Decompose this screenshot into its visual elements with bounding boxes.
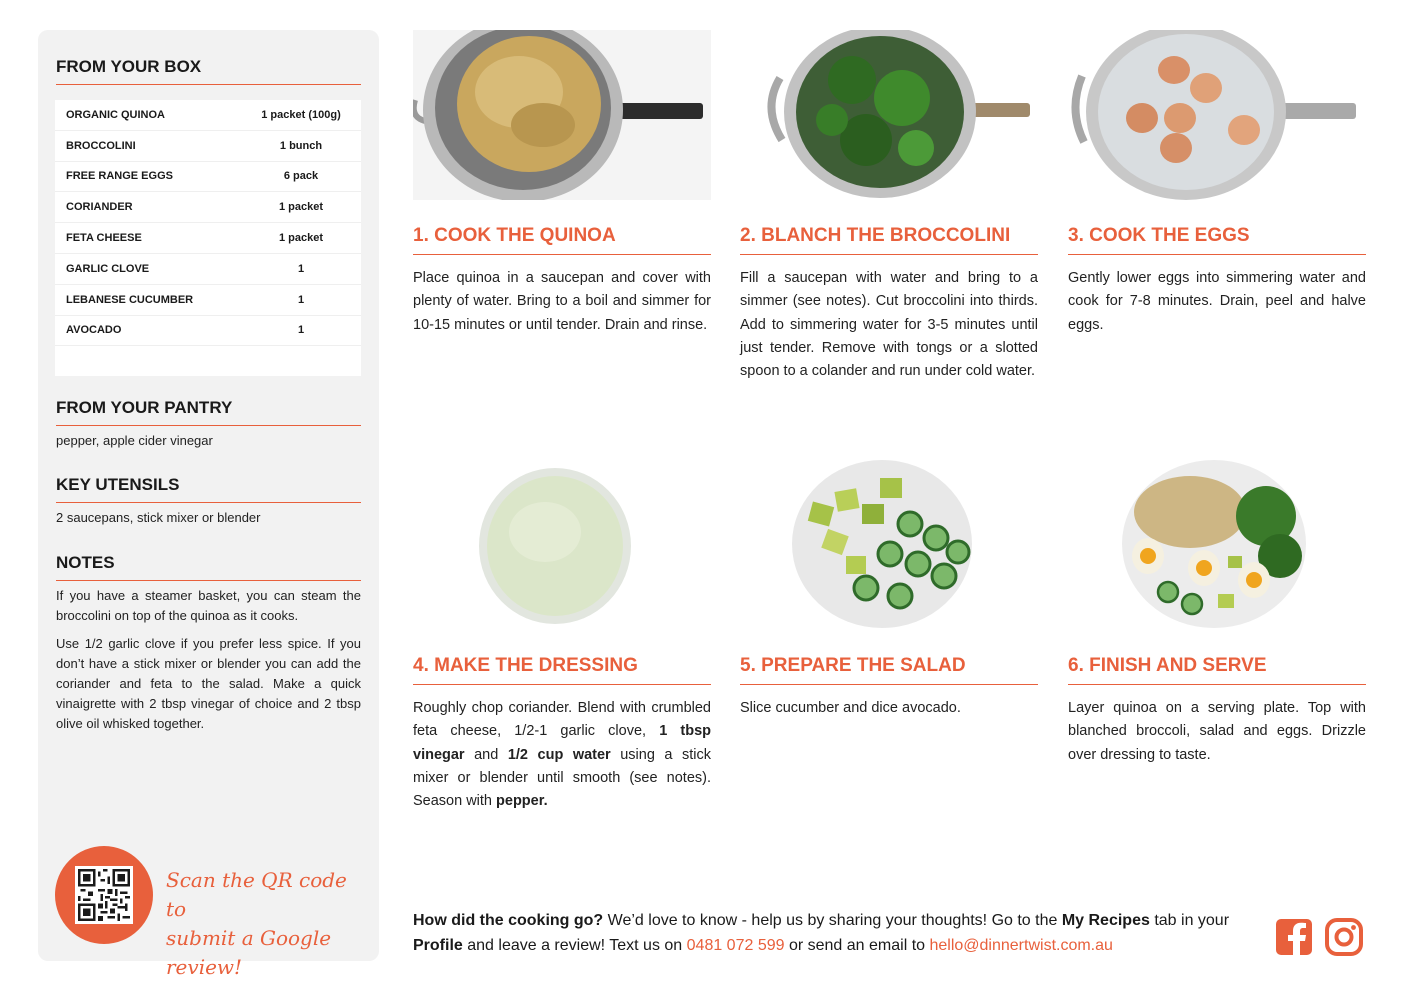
utensils-text: 2 saucepans, stick mixer or blender [56,510,261,525]
step-text: Place quinoa in a saucepan and cover with plenty of water. Bring to a boil and simmer for 10-15 minutes or until tender. Drain and rinse. [413,270,711,333]
ingredient-name: AVOCADO [66,324,122,337]
qr-caption-line: submit a Google review! [166,926,332,979]
ingredient-qty: 1 [297,262,305,275]
step-text: Slice cucumber and dice avocado. [740,700,961,716]
ingredient-name: ORGANIC QUINOA [66,108,165,121]
footer-text: or send an email to [784,937,930,954]
ingredient-name: FREE RANGE EGGS [66,170,173,183]
table-row [55,316,361,347]
table-row [55,100,361,131]
ingredient-name: LEBANESE CUCUMBER [66,293,194,306]
review-footer [413,908,1263,958]
finished-dish-image [1068,460,1366,630]
step-title: 3. COOK THE EGGS [1068,225,1366,255]
box-title: FROM YOUR BOX [56,57,361,85]
ingredients-sidebar [38,30,379,979]
ingredient-name: GARLIC CLOVE [66,262,150,275]
phone-link[interactable]: 0481 072 599 [686,937,785,954]
qr-badge [55,846,153,944]
step-text: Layer quinoa on a serving plate. Top with blanched broccoli, salad and eggs. Drizzle over dressing to taste. [1068,700,1366,763]
salad-plate-image [740,460,1038,630]
step-text: Gently lower eggs into simmering water and cook for 7-8 minutes. Drain, peel and halve eggs. [1068,270,1366,333]
facebook-icon[interactable] [1275,918,1313,956]
eggs-pot-image [1068,30,1366,200]
broccolini-pot-image [740,30,1038,200]
step-title: 4. MAKE THE DRESSING [413,655,711,685]
email-link[interactable]: hello@dinnertwist.com.au [929,937,1113,954]
qr-caption-line: Scan the QR code to [166,868,347,921]
note-paragraph: If you have a steamer basket, you can steam the broccolini on top of the quinoa as it cooks. [56,588,361,623]
footer-text: We’d love to know - help us by sharing your thoughts! Go to the [603,912,1062,929]
table-row [55,285,361,316]
ingredient-name: CORIANDER [66,201,133,214]
step-text-part: and [464,746,508,763]
qr-caption [166,866,366,982]
step-text-part: using a stick mixer or blender until smooth (see notes). Season with [413,746,711,810]
step-text-bold: pepper. [496,793,548,810]
step-text-bold: 1 tbsp vinegar [413,723,711,763]
ingredient-name: BROCCOLINI [66,139,136,152]
my-recipes-label: My Recipes [1061,912,1150,929]
pantry-text: pepper, apple cider vinegar [56,433,213,448]
qr-code-icon[interactable] [75,866,133,924]
table-row [55,254,361,285]
step-title: 6. FINISH AND SERVE [1068,655,1366,685]
step-text-bold: 1/2 cup water [507,746,611,763]
dressing-bowl-image [413,460,711,630]
step-text [413,697,711,813]
notes-text [56,586,361,742]
step-title: 1. COOK THE QUINOA [413,225,711,255]
ingredient-qty: 1 packet [278,232,324,245]
profile-label: Profile [413,937,463,954]
step-text-part: Roughly chop coriander. Blend with crumbled feta cheese, 1/2-1 garlic clove, [413,700,711,740]
table-row [55,192,361,223]
step-title: 2. BLANCH THE BROCCOLINI [740,225,1038,255]
ingredient-qty: 1 packet [278,201,324,214]
step-text: Fill a saucepan with water and bring to a simmer (see notes). Cut broccolini into thirds. Add to simmering water for 3-5 minutes until just tender. Remove with tongs or a slotted spoon to a colander and run under cold water. [740,270,1038,380]
footer-text: tab in your [1149,912,1230,929]
ingredient-qty: 1 packet (100g) [261,108,341,121]
footer-text: and leave a review! Text us on [462,937,687,954]
ingredient-qty: 1 bunch [279,139,323,152]
instagram-icon[interactable] [1325,918,1363,956]
table-row [55,131,361,162]
ingredient-name: FETA CHEESE [66,232,142,245]
note-paragraph: Use 1/2 garlic clove if you prefer less spice. If you don’t have a stick mixer or blender you can add the coriander and feta to the salad. Make a quick vinaigrette with 2 tbsp vinegar of choice and 2 tbsp olive oil whisked together. [56,636,361,731]
pantry-title: FROM YOUR PANTRY [56,398,361,426]
ingredient-qty: 1 [297,293,305,306]
step-title: 5. PREPARE THE SALAD [740,655,1038,685]
footer-question: How did the cooking go? [413,912,604,929]
ingredient-qty: 6 pack [283,170,319,183]
utensils-title: KEY UTENSILS [56,475,361,503]
notes-title: NOTES [56,553,361,581]
table-row [55,223,361,254]
table-row [55,162,361,193]
quinoa-pot-image [413,30,711,200]
ingredient-qty: 1 [297,324,305,337]
box-ingredients-table [55,100,361,376]
